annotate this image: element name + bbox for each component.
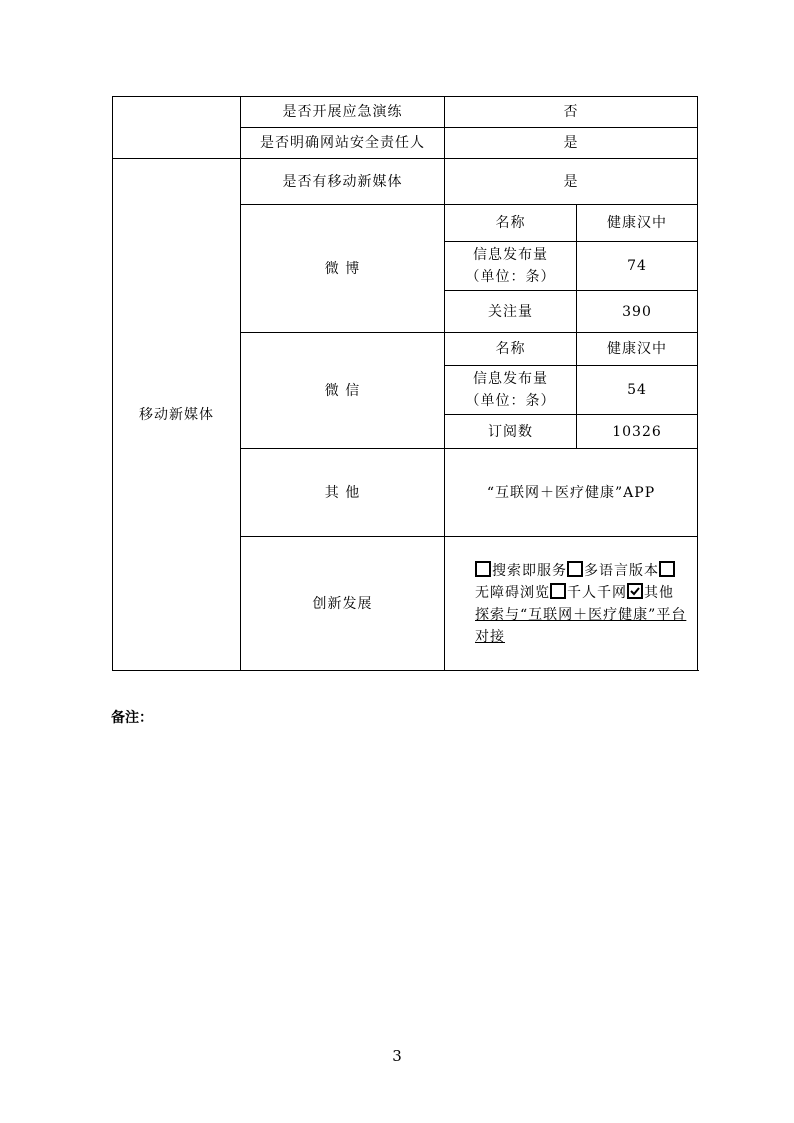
has-mobile-value: 是: [445, 159, 698, 205]
innovation-label: 创新发展: [241, 537, 445, 671]
weibo-posts-label-line2: （单位：条）: [465, 269, 556, 285]
checkbox-icon[interactable]: [550, 583, 566, 599]
weibo-followers-value: 390: [577, 291, 698, 333]
option-other[interactable]: [627, 585, 674, 601]
option-label: 多语言版本: [584, 562, 659, 579]
weibo-name-label: 名称: [445, 205, 577, 242]
drill-label: 是否开展应急演练: [241, 97, 445, 128]
wechat-name-value: 健康汉中: [577, 333, 698, 366]
innovation-checkbox-line: [475, 560, 689, 604]
weibo-posts-value: 74: [577, 242, 698, 291]
blank-section-cell: [113, 97, 241, 159]
report-table: [112, 96, 698, 671]
checkbox-icon[interactable]: [567, 561, 583, 577]
option-label: 搜索即服务: [492, 562, 567, 579]
wechat-subscribers-label: 订阅数: [445, 415, 577, 449]
mobile-section-label: 移动新媒体: [113, 159, 241, 671]
wechat-posts-label-line1: 信息发布量: [473, 371, 548, 387]
wechat-posts-label: [445, 366, 577, 415]
drill-value: 否: [445, 97, 698, 128]
weibo-name-value: 健康汉中: [577, 205, 698, 242]
responsible-value: 是: [445, 128, 698, 159]
responsible-label: 是否明确网站安全责任人: [241, 128, 445, 159]
wechat-subscribers-value: 10326: [577, 415, 698, 449]
option-multilingual[interactable]: [567, 563, 659, 579]
weibo-posts-label-line1: 信息发布量: [473, 247, 548, 263]
remark-label: 备注：: [111, 710, 153, 726]
option-label: 千人千网: [567, 584, 627, 601]
other-label: 其 他: [241, 449, 445, 537]
has-mobile-label: 是否有移动新媒体: [241, 159, 445, 205]
option-personalized[interactable]: [550, 585, 627, 601]
checked-checkbox-icon[interactable]: [627, 583, 643, 599]
wechat-label: 微 信: [241, 333, 445, 449]
checkbox-icon[interactable]: [475, 561, 491, 577]
option-label: 无障碍浏览: [475, 584, 550, 601]
weibo-label: 微 博: [241, 205, 445, 333]
wechat-name-label: 名称: [445, 333, 577, 366]
innovation-options: [445, 537, 698, 671]
option-label: 其他: [644, 584, 674, 601]
weibo-posts-label: [445, 242, 577, 291]
other-value: “互联网＋医疗健康”APP: [445, 449, 698, 537]
weibo-followers-label: 关注量: [445, 291, 577, 333]
wechat-posts-label-line2: （单位：条）: [465, 393, 556, 409]
wechat-posts-value: 54: [577, 366, 698, 415]
page-number: 3: [392, 1047, 402, 1065]
other-detail: 探索与“互联网＋医疗健康”平台对接: [475, 606, 687, 645]
option-search-as-service[interactable]: [475, 563, 567, 579]
checkbox-icon[interactable]: [659, 561, 675, 577]
